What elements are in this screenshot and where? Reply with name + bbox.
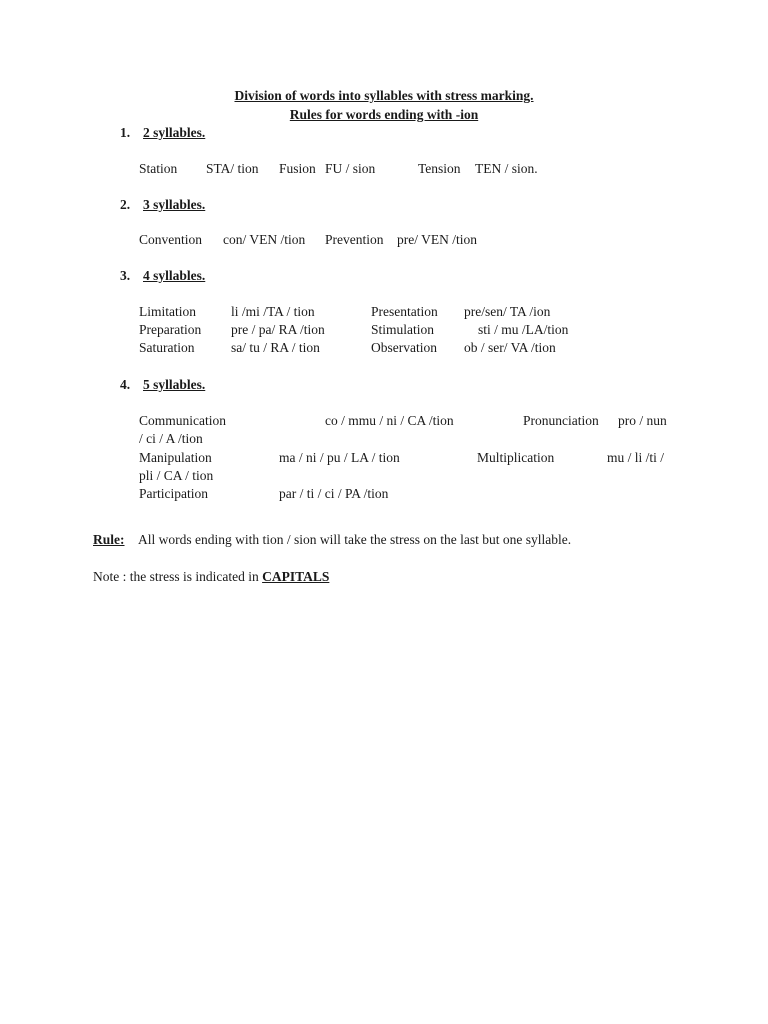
syllables: ma / ni / pu / LA / tion — [279, 450, 400, 465]
section-heading: 3 syllables. — [143, 197, 206, 212]
word: Tension — [418, 161, 461, 176]
section-heading: 2 syllables. — [143, 125, 206, 140]
syllables: sa/ tu / RA / tion — [231, 340, 320, 355]
section-heading: 5 syllables. — [143, 377, 206, 392]
syllables: FU / sion — [325, 161, 376, 176]
syllables: con/ VEN /tion — [223, 232, 306, 247]
syllables: TEN / sion. — [475, 161, 538, 176]
section-number: 2. — [120, 197, 131, 212]
syllables: pre/ VEN /tion — [397, 232, 477, 247]
word: Manipulation — [139, 450, 212, 465]
word: Multiplication — [477, 450, 555, 465]
syllables: pre/sen/ TA /ion — [464, 304, 551, 319]
section-heading: 4 syllables. — [143, 268, 206, 283]
word: Fusion — [279, 161, 316, 176]
word: Station — [139, 161, 178, 176]
word: Pronunciation — [523, 413, 599, 428]
word: Presentation — [371, 304, 438, 319]
syllables: pre / pa/ RA /tion — [231, 322, 325, 337]
syllables: STA/ tion — [206, 161, 259, 176]
word: Observation — [371, 340, 437, 355]
section-number: 4. — [120, 377, 131, 392]
note-text: Note : the stress is indicated in — [93, 569, 259, 584]
word: Prevention — [325, 232, 384, 247]
word: Communication — [139, 413, 226, 428]
rule-label: Rule: — [93, 532, 125, 547]
syllables: / ci / A /tion — [139, 431, 203, 446]
syllables: ob / ser/ VA /tion — [464, 340, 556, 355]
word: Saturation — [139, 340, 195, 355]
word: Stimulation — [371, 322, 435, 337]
word: Limitation — [139, 304, 196, 319]
page-subtitle: Rules for words ending with -ion — [289, 107, 479, 122]
page-title: Division of words into syllables with stress marking. — [234, 88, 534, 103]
syllables: co / mmu / ni / CA /tion — [325, 413, 454, 428]
word: Participation — [139, 486, 208, 501]
syllables: pli / CA / tion — [139, 468, 214, 483]
syllables: par / ti / ci / PA /tion — [279, 486, 389, 501]
note-line — [93, 568, 329, 586]
section-number: 3. — [120, 268, 131, 283]
note-emphasis: CAPITALS — [262, 569, 330, 584]
syllables: sti / mu /LA/tion — [478, 322, 569, 337]
section-number: 1. — [120, 125, 131, 140]
syllables: pro / nun — [618, 413, 667, 428]
rule-text: All words ending with tion / sion will take the stress on the last but one syllable. — [138, 532, 572, 547]
word: Convention — [139, 232, 202, 247]
syllables: mu / li /ti / — [607, 450, 665, 465]
word: Preparation — [139, 322, 202, 337]
syllables: li /mi /TA / tion — [231, 304, 315, 319]
